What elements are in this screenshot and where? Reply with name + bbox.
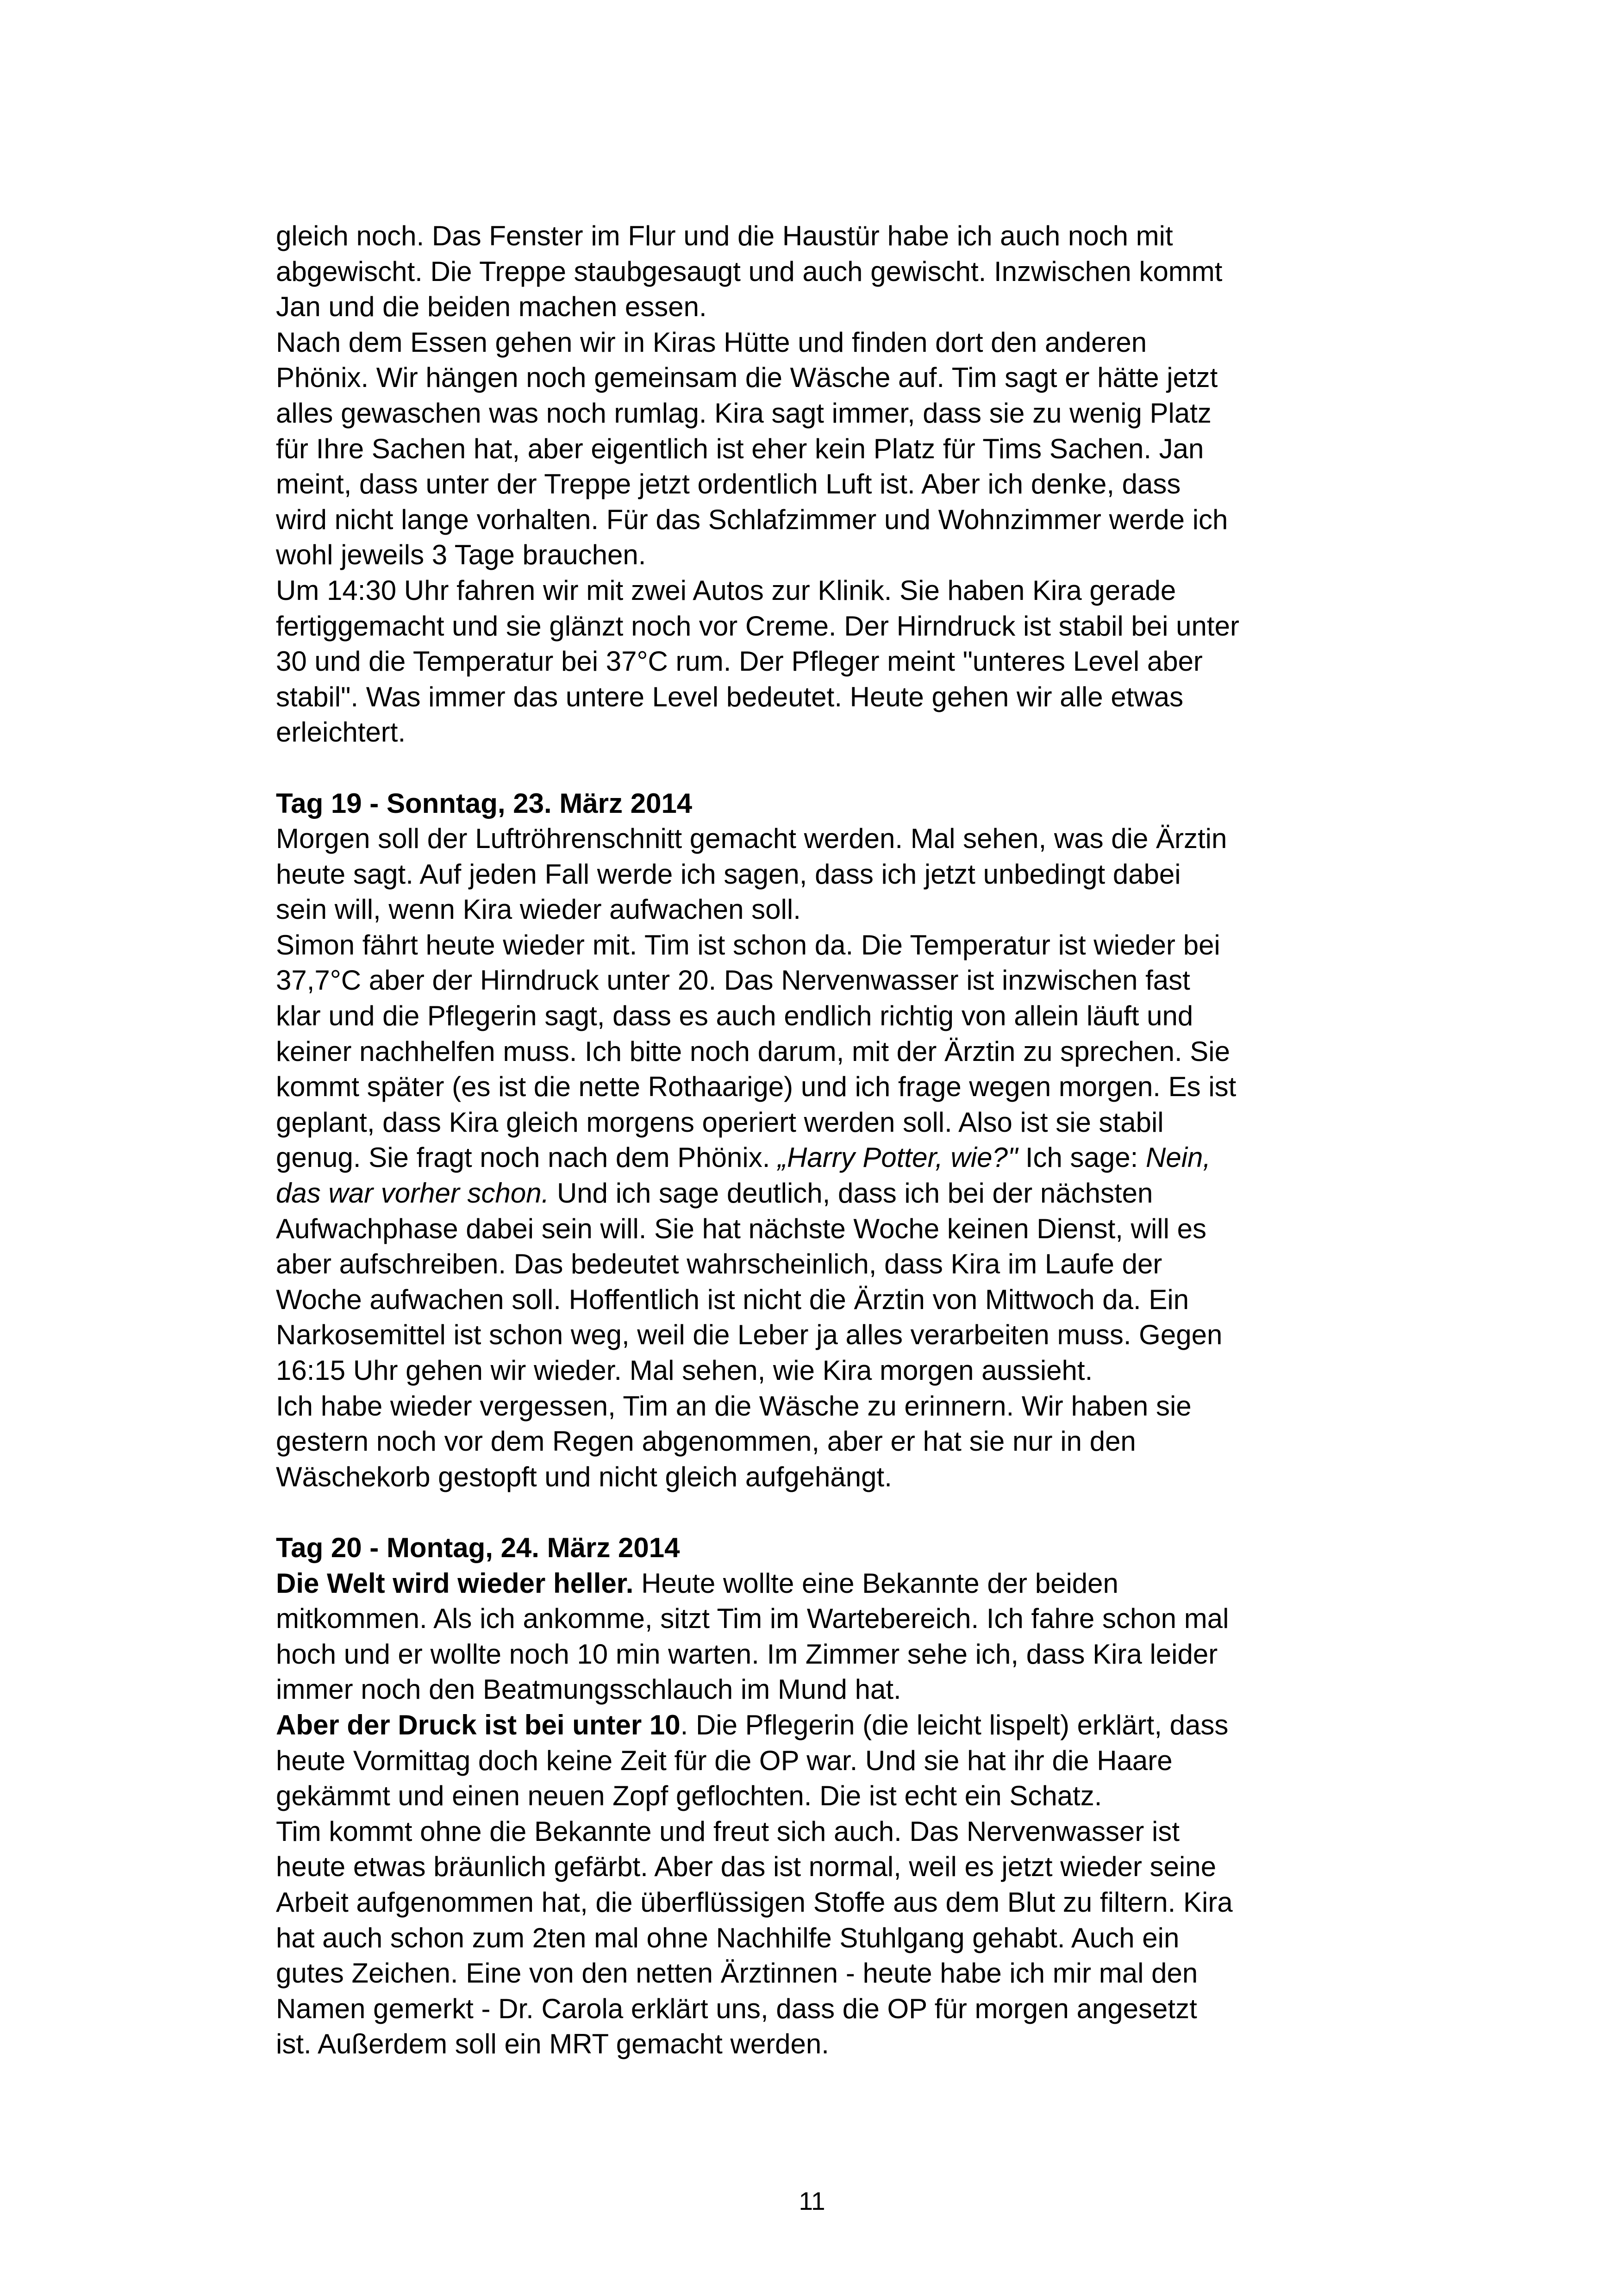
text-line: keiner nachhelfen muss. Ich bitte noch darum, mit der Ärztin zu sprechen. Sie xyxy=(276,1035,1230,1067)
text-segment: . Die Pflegerin (die leicht lispelt) erklärt, dass xyxy=(680,1709,1229,1740)
text-line: mitkommen. Als ich ankomme, sitzt Tim im Wartebereich. Ich fahre schon mal xyxy=(276,1603,1229,1634)
text-line: sein will, wenn Kira wieder aufwachen soll. xyxy=(276,894,801,925)
text-line: hat auch schon zum 2ten mal ohne Nachhilfe Stuhlgang gehabt. Auch ein xyxy=(276,1922,1180,1953)
text-line xyxy=(276,1140,1387,1176)
text-line: ist. Außerdem soll ein MRT gemacht werden. xyxy=(276,2028,829,2060)
paragraph-gap xyxy=(276,750,1387,786)
text-line: hoch und er wollte noch 10 min warten. Im Zimmer sehe ich, dass Kira leider xyxy=(276,1638,1218,1670)
text-line: klar und die Pflegerin sagt, dass es auch endlich richtig von allein läuft und xyxy=(276,1000,1193,1032)
text-line: geplant, dass Kira gleich morgens operiert werden soll. Also ist sie stabil xyxy=(276,1106,1164,1138)
text-line: heute Vormittag doch keine Zeit für die OP war. Und sie hat ihr die Haare xyxy=(276,1745,1173,1776)
text-line xyxy=(276,1176,1387,1211)
text-line: kommt später (es ist die nette Rothaarige) und ich frage wegen morgen. Es ist xyxy=(276,1071,1237,1103)
text-line: heute etwas bräunlich gefärbt. Aber das ist normal, weil es jetzt wieder seine xyxy=(276,1851,1217,1883)
text-line: stabil". Was immer das untere Level bedeutet. Heute gehen wir alle etwas xyxy=(276,681,1184,712)
text-line: 16:15 Uhr gehen wir wieder. Mal sehen, wie Kira morgen aussieht. xyxy=(276,1355,1093,1386)
text-line: 37,7°C aber der Hirndruck unter 20. Das Nervenwasser ist inzwischen fast xyxy=(276,965,1190,996)
text-line: Um 14:30 Uhr fahren wir mit zwei Autos zur Klinik. Sie haben Kira gerade xyxy=(276,574,1176,606)
day-19-heading: Tag 19 - Sonntag, 23. März 2014 xyxy=(276,787,693,819)
text-line: fertiggemacht und sie glänzt noch vor Creme. Der Hirndruck ist stabil bei unter xyxy=(276,610,1239,642)
text-line: Narkosemittel ist schon weg, weil die Leber ja alles verarbeiten muss. Gegen xyxy=(276,1319,1223,1351)
text-line: alles gewaschen was noch rumlag. Kira sagt immer, dass sie zu wenig Platz xyxy=(276,397,1212,429)
text-line: Namen gemerkt - Dr. Carola erklärt uns, dass die OP für morgen angesetzt xyxy=(276,1993,1197,2024)
text-segment: Heute wollte eine Bekannte der beiden xyxy=(633,1567,1118,1599)
text-line xyxy=(276,1566,1387,1602)
text-line: gutes Zeichen. Eine von den netten Ärztinnen - heute habe ich mir mal den xyxy=(276,1958,1198,1989)
body-text xyxy=(276,218,1387,2062)
text-line: aber aufschreiben. Das bedeutet wahrscheinlich, dass Kira im Laufe der xyxy=(276,1248,1162,1280)
text-line: Morgen soll der Luftröhrenschnitt gemacht werden. Mal sehen, was die Ärztin xyxy=(276,823,1227,854)
text-line: meint, dass unter der Treppe jetzt ordentlich Luft ist. Aber ich denke, dass xyxy=(276,468,1181,500)
text-line: wird nicht lange vorhalten. Für das Schlafzimmer und Wohnzimmer werde ich xyxy=(276,504,1228,535)
text-line: abgewischt. Die Treppe staubgesaugt und auch gewischt. Inzwischen kommt xyxy=(276,256,1223,287)
italic-quote: Nein, xyxy=(1146,1142,1211,1173)
text-line: Arbeit aufgenommen hat, die überflüssigen Stoffe aus dem Blut zu filtern. Kira xyxy=(276,1886,1233,1918)
text-line: Jan und die beiden machen essen. xyxy=(276,291,707,323)
day-20-heading: Tag 20 - Montag, 24. März 2014 xyxy=(276,1532,680,1563)
text-line: Simon fährt heute wieder mit. Tim ist schon da. Die Temperatur ist wieder bei xyxy=(276,929,1220,960)
text-segment: Ich sage: xyxy=(1018,1142,1146,1173)
italic-quote: „Harry Potter, wie?" xyxy=(778,1142,1018,1173)
text-segment: Und ich sage deutlich, dass ich bei der nächsten xyxy=(549,1178,1153,1209)
italic-quote: das war vorher schon. xyxy=(276,1178,550,1209)
text-line: heute sagt. Auf jeden Fall werde ich sagen, dass ich jetzt unbedingt dabei xyxy=(276,858,1181,890)
text-line: Ich habe wieder vergessen, Tim an die Wäsche zu erinnern. Wir haben sie xyxy=(276,1390,1192,1422)
page-number: 11 xyxy=(799,2187,825,2215)
text-line: Wäschekorb gestopft und nicht gleich aufgehängt. xyxy=(276,1461,892,1492)
text-line: Tim kommt ohne die Bekannte und freut sich auch. Das Nervenwasser ist xyxy=(276,1815,1180,1847)
text-line: Aufwachphase dabei sein will. Sie hat nächste Woche keinen Dienst, will es xyxy=(276,1213,1206,1244)
bold-phrase: Aber der Druck ist bei unter 10 xyxy=(276,1709,681,1740)
text-line: immer noch den Beatmungsschlauch im Mund hat. xyxy=(276,1674,901,1705)
text-segment: genug. Sie fragt noch nach dem Phönix. xyxy=(276,1142,778,1173)
paragraph-gap xyxy=(276,1495,1387,1530)
text-line xyxy=(276,1708,1387,1743)
text-line: Phönix. Wir hängen noch gemeinsam die Wäsche auf. Tim sagt er hätte jetzt xyxy=(276,362,1218,393)
text-line: Nach dem Essen gehen wir in Kiras Hütte und finden dort den anderen xyxy=(276,326,1147,358)
text-line: Woche aufwachen soll. Hoffentlich ist nicht die Ärztin von Mittwoch da. Ein xyxy=(276,1284,1189,1315)
text-line: gestern noch vor dem Regen abgenommen, aber er hat sie nur in den xyxy=(276,1426,1136,1457)
text-line: 30 und die Temperatur bei 37°C rum. Der Pfleger meint "unteres Level aber xyxy=(276,646,1203,677)
text-line: erleichtert. xyxy=(276,717,406,748)
text-line: gleich noch. Das Fenster im Flur und die Haustür habe ich auch noch mit xyxy=(276,220,1173,251)
text-line: wohl jeweils 3 Tage brauchen. xyxy=(276,539,646,571)
text-line: gekämmt und einen neuen Zopf geflochten. Die ist echt ein Schatz. xyxy=(276,1780,1102,1812)
bold-phrase: Die Welt wird wieder heller. xyxy=(276,1567,634,1599)
text-line: für Ihre Sachen hat, aber eigentlich ist eher kein Platz für Tims Sachen. Jan xyxy=(276,433,1204,464)
